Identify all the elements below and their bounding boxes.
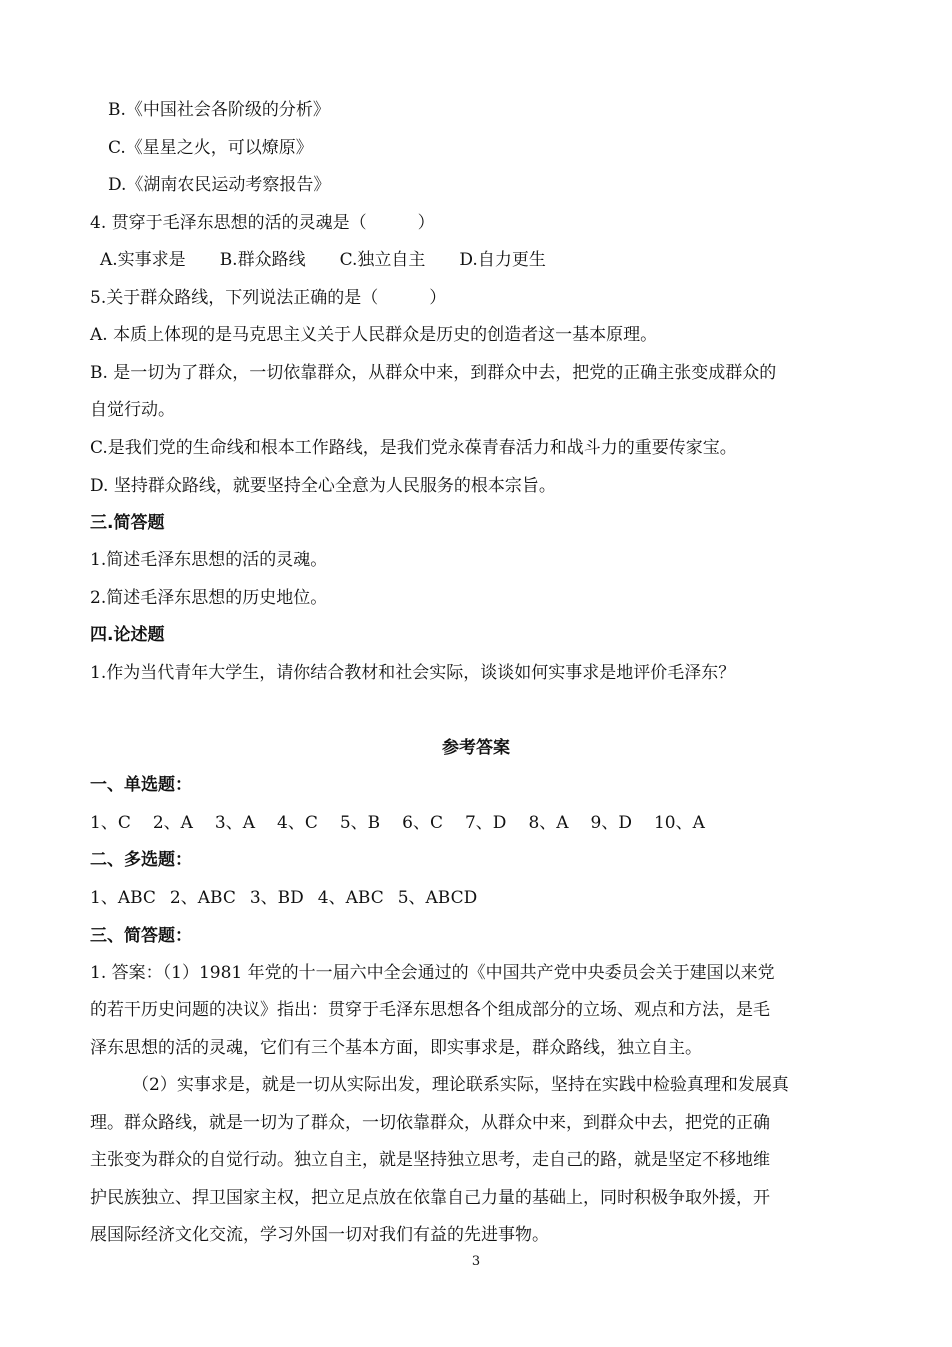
q3-option-d: D.《湖南农民运动考察报告》 xyxy=(108,175,331,195)
page-number: 3 xyxy=(471,1254,481,1269)
section4-item-1: 1.作为当代青年大学生，请你结合教材和社会实际，谈谈如何实事求是地评价毛泽东？ xyxy=(90,663,736,683)
section3-item-2: 2.简述毛泽东思想的历史地位。 xyxy=(90,588,328,608)
answer-key-title: 参考答案 xyxy=(442,738,510,758)
section4-heading: 四.论述题 xyxy=(90,625,165,645)
multi-answer: 5、ABCD xyxy=(397,888,478,908)
multi-choice-answers xyxy=(90,886,491,910)
q4-options xyxy=(100,248,546,272)
q5-stem: 5.关于群众路线，下列说法正确的是（ ） xyxy=(90,288,447,308)
q5-option-b-line2: 自觉行动。 xyxy=(90,400,175,420)
single-answer: 6、C xyxy=(402,813,443,833)
multi-answer: 2、ABC xyxy=(169,888,236,908)
short-answer-line: 主张变为群众的自觉行动。独立自主，就是坚持独立思考，走自己的路，就是坚定不移地维 xyxy=(90,1150,770,1170)
single-answer: 2、A xyxy=(152,813,193,833)
q5-option-a: A. 本质上体现的是马克思主义关于人民群众是历史的创造者这一基本原理。 xyxy=(90,325,658,345)
short-answer-line: （2）实事求是，就是一切从实际出发，理论联系实际，坚持在实践中检验真理和发展真 xyxy=(132,1075,789,1095)
single-answer: 7、D xyxy=(464,813,507,833)
q4-stem: 4. 贯穿于毛泽东思想的活的灵魂是（ ） xyxy=(90,213,435,233)
q5-option-b-line1: B. 是一切为了群众，一切依靠群众，从群众中来，到群众中去，把党的正确主张变成群众的 xyxy=(90,363,777,383)
single-answer: 10、A xyxy=(653,813,705,833)
q5-option-d: D. 坚持群众路线，就要坚持全心全意为人民服务的根本宗旨。 xyxy=(90,476,556,496)
multi-answer: 1、ABC xyxy=(90,888,156,908)
short-answer-heading: 三、简答题： xyxy=(90,926,192,946)
single-answer: 1、C xyxy=(90,813,131,833)
short-answer-line: 护民族独立、捍卫国家主权，把立足点放在依靠自己力量的基础上，同时积极争取外援，开 xyxy=(90,1188,770,1208)
q3-option-b: B.《中国社会各阶级的分析》 xyxy=(108,100,330,120)
q4-option-c: C.独立自主 xyxy=(339,250,426,270)
section3-item-1: 1.简述毛泽东思想的活的灵魂。 xyxy=(90,550,328,570)
single-answer: 9、D xyxy=(590,813,632,833)
multi-choice-heading: 二、多选题： xyxy=(90,850,192,870)
multi-answer: 4、ABC xyxy=(317,888,384,908)
q5-option-c: C.是我们党的生命线和根本工作路线，是我们党永葆青春活力和战斗力的重要传家宝。 xyxy=(90,438,737,458)
q4-option-b: B.群众路线 xyxy=(219,250,306,270)
short-answer-line: 1. 答案：（1）1981 年党的十一届六中全会通过的《中国共产党中央委员会关于建国以来党 xyxy=(90,963,775,983)
single-choice-answers xyxy=(90,811,727,835)
single-answer: 3、A xyxy=(214,813,256,833)
q3-option-c: C.《星星之火，可以燎原》 xyxy=(108,138,313,158)
single-answer: 4、C xyxy=(277,813,318,833)
section3-heading: 三.简答题 xyxy=(90,513,165,533)
single-answer: 8、A xyxy=(528,813,569,833)
q4-option-a: A.实事求是 xyxy=(100,250,186,270)
short-answer-line: 的若干历史问题的决议》指出：贯穿于毛泽东思想各个组成部分的立场、观点和方法，是毛 xyxy=(90,1000,770,1020)
multi-answer: 3、BD xyxy=(249,888,304,908)
single-choice-heading: 一、单选题： xyxy=(90,775,192,795)
single-answer: 5、B xyxy=(339,813,381,833)
short-answer-line: 泽东思想的活的灵魂，它们有三个基本方面，即实事求是，群众路线，独立自主。 xyxy=(90,1038,702,1058)
short-answer-line: 展国际经济文化交流，学习外国一切对我们有益的先进事物。 xyxy=(90,1225,549,1245)
q4-option-d: D.自力更生 xyxy=(459,250,546,270)
short-answer-line: 理。群众路线，就是一切为了群众，一切依靠群众，从群众中来，到群众中去，把党的正确 xyxy=(90,1113,770,1133)
